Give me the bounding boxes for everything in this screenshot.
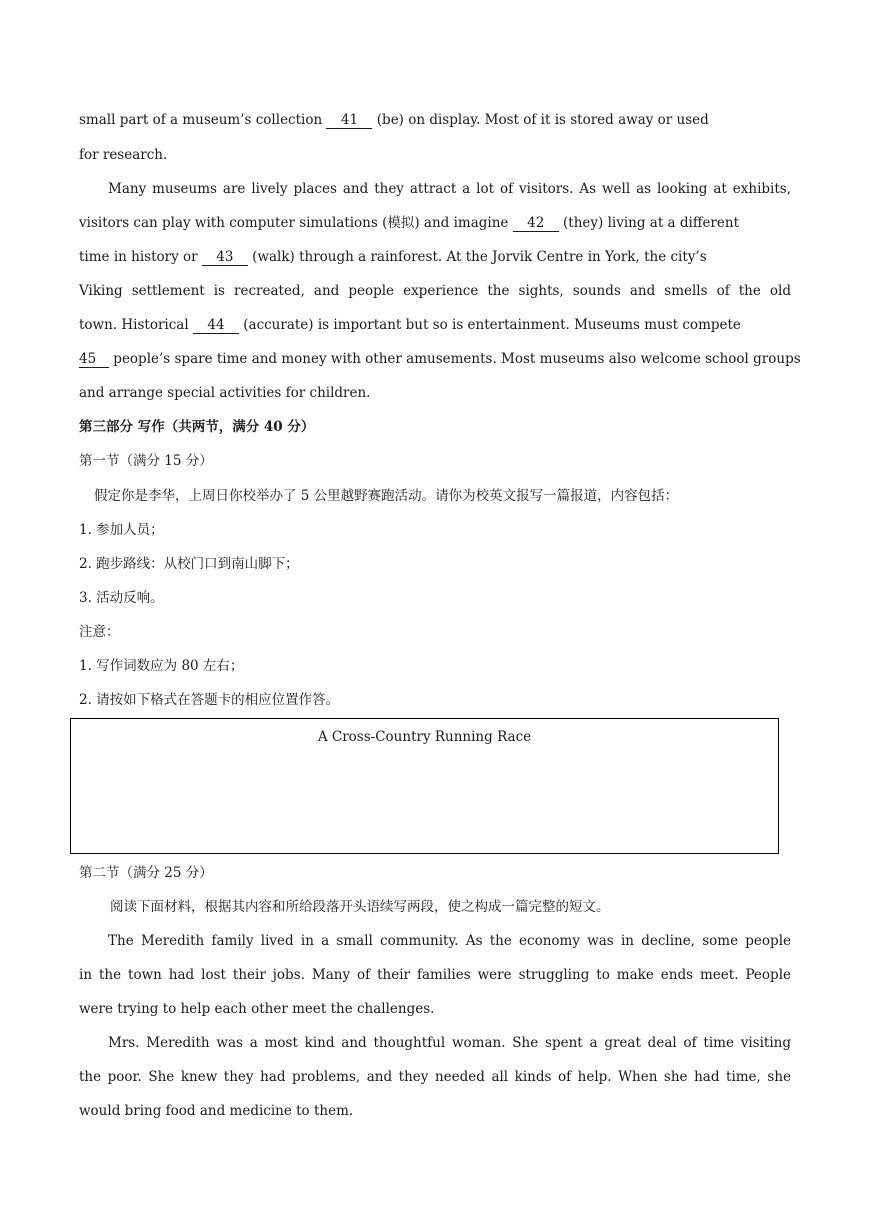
passage1-line-7: town. Historical 44 (accurate) is important but so is entertainment. Museums must compete xyxy=(79,317,741,333)
part1-heading: 第一节（满分 15 分） xyxy=(79,453,213,469)
blank-43[interactable]: 43 xyxy=(202,250,248,266)
blank-41[interactable]: 41 xyxy=(326,113,372,129)
passage1-line-6: Viking settlement is recreated, and people experience the sights, sounds and smells of the old xyxy=(79,283,791,299)
section3-heading: 第三部分 写作（共两节，满分 40 分） xyxy=(79,419,315,435)
content-point-1: 1. 参加人员； xyxy=(79,522,164,538)
content-point-2: 2. 跑步路线：从校门口到南山脚下； xyxy=(79,556,299,572)
passage2-p1-line-1: The Meredith family lived in a small community. As the economy was in decline, some people xyxy=(108,933,791,949)
passage1-line-9: and arrange special activities for children. xyxy=(79,385,371,401)
note-2: 2. 请按如下格式在答题卡的相应位置作答。 xyxy=(79,692,340,708)
passage2-p2-line-2: the poor. She knew they had problems, and they needed all kinds of help. When she had time, she xyxy=(79,1069,791,1085)
blank-42[interactable]: 42 xyxy=(513,216,559,232)
passage1-line-8: 45 people’s spare time and money with other amusements. Most museums also welcome school groups xyxy=(79,351,801,367)
answer-box[interactable] xyxy=(70,718,779,854)
passage1-line-3: Many museums are lively places and they attract a lot of visitors. As well as looking at exhibits, xyxy=(108,181,791,197)
blank-44[interactable]: 44 xyxy=(193,318,239,334)
passage1-line-1: small part of a museum’s collection 41 (be) on display. Most of it is stored away or used xyxy=(79,112,709,128)
passage2-p1-line-2: in the town had lost their jobs. Many of their families were struggling to make ends meet. People xyxy=(79,967,791,983)
passage1-line-2: for research. xyxy=(79,147,168,163)
content-point-3: 3. 活动反响。 xyxy=(79,590,164,606)
note-1: 1. 写作词数应为 80 左右； xyxy=(79,658,244,674)
writing-prompt: 假定你是李华，上周日你校举办了 5 公里越野赛跑活动。请你为校英文报写一篇报道，内容包括： xyxy=(94,488,679,504)
part2-heading: 第二节（满分 25 分） xyxy=(79,865,213,881)
part2-instruction: 阅读下面材料，根据其内容和所给段落开头语续写两段，使之构成一篇完整的短文。 xyxy=(110,899,610,915)
passage2-p2-line-1: Mrs. Meredith was a most kind and thoughtful woman. She spent a great deal of time visiting xyxy=(108,1035,791,1051)
passage2-p1-line-3: were trying to help each other meet the challenges. xyxy=(79,1001,435,1017)
note-label: 注意： xyxy=(79,624,120,640)
passage1-line-4: visitors can play with computer simulations (模拟) and imagine 42 (they) living at a different xyxy=(79,215,739,231)
blank-45[interactable]: 45 xyxy=(79,352,109,368)
passage2-p2-line-3: would bring food and medicine to them. xyxy=(79,1103,354,1119)
passage1-line-5: time in history or 43 (walk) through a rainforest. At the Jorvik Centre in York, the city’s xyxy=(79,249,707,265)
answer-box-title: A Cross-Country Running Race xyxy=(317,729,532,745)
